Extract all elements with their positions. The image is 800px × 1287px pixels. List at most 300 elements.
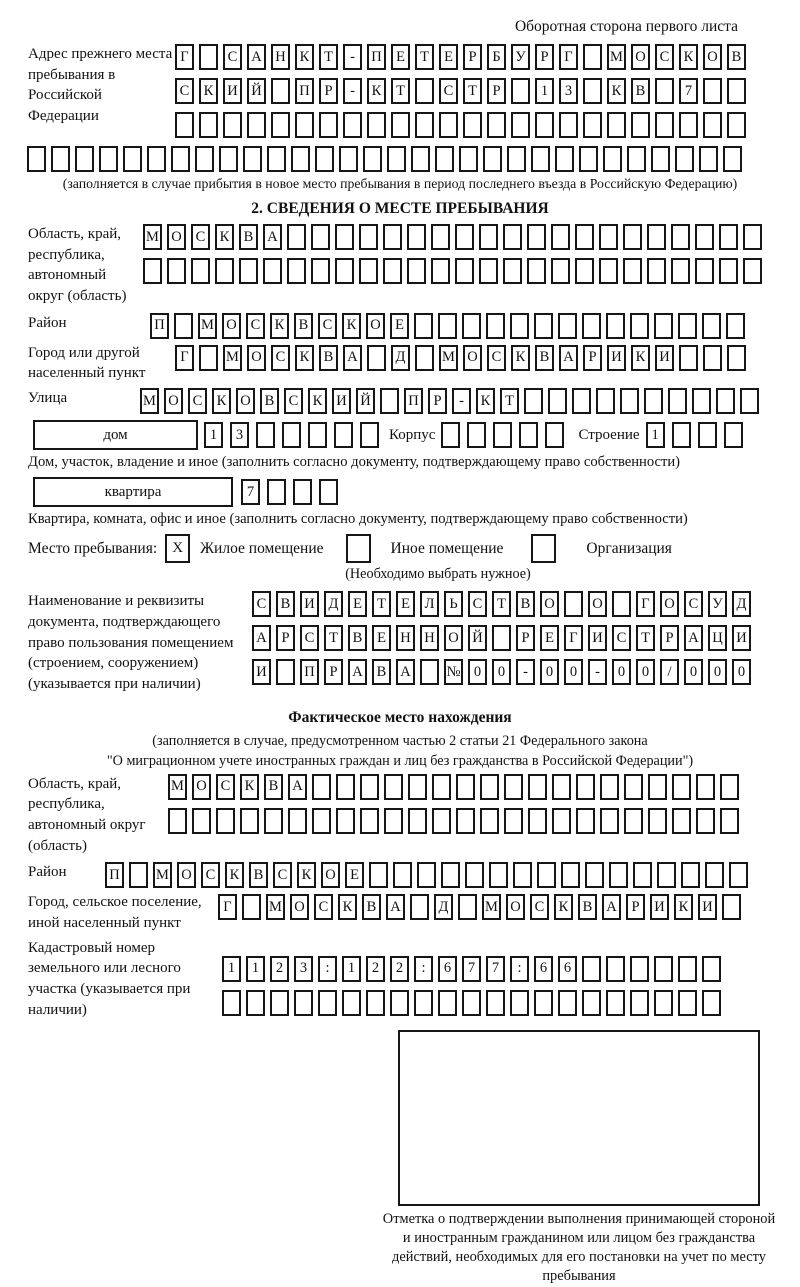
char-cell[interactable] bbox=[335, 224, 354, 250]
char-cell[interactable] bbox=[408, 774, 427, 800]
char-cell[interactable]: Г bbox=[636, 591, 655, 617]
char-cell[interactable]: 0 bbox=[540, 659, 559, 685]
char-cell[interactable] bbox=[727, 345, 746, 371]
char-cell[interactable]: М bbox=[140, 388, 159, 414]
char-cell[interactable]: К bbox=[270, 313, 289, 339]
char-cell[interactable]: И bbox=[332, 388, 351, 414]
char-cell[interactable] bbox=[486, 990, 505, 1016]
char-cell[interactable]: Е bbox=[390, 313, 409, 339]
char-cell[interactable]: В bbox=[578, 894, 597, 920]
char-cell[interactable] bbox=[339, 146, 358, 172]
char-cell[interactable] bbox=[623, 224, 642, 250]
char-cell[interactable] bbox=[458, 894, 477, 920]
char-cell[interactable]: Т bbox=[463, 78, 482, 104]
char-cell[interactable] bbox=[336, 808, 355, 834]
char-cell[interactable] bbox=[545, 422, 564, 448]
char-cell[interactable]: С bbox=[684, 591, 703, 617]
char-cell[interactable] bbox=[698, 422, 717, 448]
char-cell[interactable] bbox=[657, 862, 676, 888]
char-cell[interactable]: : bbox=[318, 956, 337, 982]
char-cell[interactable]: С bbox=[530, 894, 549, 920]
char-cell[interactable] bbox=[647, 258, 666, 284]
char-cell[interactable]: И bbox=[655, 345, 674, 371]
char-cell[interactable] bbox=[315, 146, 334, 172]
char-cell[interactable] bbox=[319, 112, 338, 138]
char-cell[interactable] bbox=[414, 990, 433, 1016]
char-cell[interactable]: Г bbox=[559, 44, 578, 70]
char-cell[interactable]: У bbox=[511, 44, 530, 70]
char-cell[interactable]: П bbox=[105, 862, 124, 888]
char-cell[interactable]: 2 bbox=[270, 956, 289, 982]
char-cell[interactable]: М bbox=[607, 44, 626, 70]
char-cell[interactable] bbox=[219, 146, 238, 172]
char-cell[interactable]: М bbox=[223, 345, 242, 371]
char-cell[interactable]: П bbox=[404, 388, 423, 414]
char-cell[interactable]: 1 bbox=[204, 422, 223, 448]
char-cell[interactable] bbox=[171, 146, 190, 172]
char-cell[interactable]: Ц bbox=[708, 625, 727, 651]
char-cell[interactable]: Е bbox=[345, 862, 364, 888]
char-cell[interactable] bbox=[462, 990, 481, 1016]
char-cell[interactable] bbox=[600, 808, 619, 834]
char-cell[interactable] bbox=[679, 345, 698, 371]
char-cell[interactable] bbox=[242, 894, 261, 920]
char-cell[interactable]: Т bbox=[372, 591, 391, 617]
char-cell[interactable]: Е bbox=[391, 44, 410, 70]
char-cell[interactable] bbox=[247, 112, 266, 138]
apartment-field-box[interactable]: квартира bbox=[33, 477, 233, 507]
char-cell[interactable] bbox=[583, 78, 602, 104]
char-cell[interactable] bbox=[99, 146, 118, 172]
char-cell[interactable]: О bbox=[444, 625, 463, 651]
char-cell[interactable] bbox=[654, 990, 673, 1016]
char-cell[interactable]: О bbox=[463, 345, 482, 371]
char-cell[interactable]: 3 bbox=[230, 422, 249, 448]
char-cell[interactable]: 6 bbox=[534, 956, 553, 982]
char-cell[interactable] bbox=[391, 112, 410, 138]
char-cell[interactable]: Й bbox=[247, 78, 266, 104]
char-cell[interactable] bbox=[582, 956, 601, 982]
char-cell[interactable] bbox=[439, 112, 458, 138]
char-cell[interactable] bbox=[672, 808, 691, 834]
char-cell[interactable]: Е bbox=[439, 44, 458, 70]
char-cell[interactable] bbox=[267, 146, 286, 172]
char-cell[interactable] bbox=[294, 990, 313, 1016]
char-cell[interactable]: О bbox=[540, 591, 559, 617]
char-cell[interactable] bbox=[719, 258, 738, 284]
char-cell[interactable] bbox=[223, 112, 242, 138]
char-cell[interactable]: С bbox=[175, 78, 194, 104]
char-cell[interactable]: А bbox=[247, 44, 266, 70]
char-cell[interactable]: Г bbox=[175, 345, 194, 371]
char-cell[interactable]: 7 bbox=[462, 956, 481, 982]
char-cell[interactable]: В bbox=[362, 894, 381, 920]
char-cell[interactable] bbox=[263, 258, 282, 284]
char-cell[interactable]: М bbox=[198, 313, 217, 339]
char-cell[interactable] bbox=[408, 808, 427, 834]
char-cell[interactable]: М bbox=[482, 894, 501, 920]
char-cell[interactable] bbox=[431, 258, 450, 284]
char-cell[interactable] bbox=[692, 388, 711, 414]
char-cell[interactable] bbox=[319, 479, 338, 505]
char-cell[interactable] bbox=[681, 862, 700, 888]
char-cell[interactable] bbox=[360, 808, 379, 834]
char-cell[interactable]: Н bbox=[420, 625, 439, 651]
char-cell[interactable] bbox=[271, 112, 290, 138]
char-cell[interactable]: К bbox=[674, 894, 693, 920]
char-cell[interactable] bbox=[599, 224, 618, 250]
char-cell[interactable] bbox=[239, 258, 258, 284]
char-cell[interactable] bbox=[648, 774, 667, 800]
char-cell[interactable]: Р bbox=[319, 78, 338, 104]
char-cell[interactable]: № bbox=[444, 659, 463, 685]
checkbox-zhiloe[interactable]: X bbox=[165, 534, 190, 563]
char-cell[interactable] bbox=[644, 388, 663, 414]
char-cell[interactable]: О bbox=[506, 894, 525, 920]
char-cell[interactable]: С bbox=[271, 345, 290, 371]
char-cell[interactable]: М bbox=[168, 774, 187, 800]
char-cell[interactable]: К bbox=[476, 388, 495, 414]
char-cell[interactable] bbox=[335, 258, 354, 284]
char-cell[interactable] bbox=[311, 224, 330, 250]
checkbox-organizaciya[interactable] bbox=[531, 534, 556, 563]
char-cell[interactable]: С bbox=[216, 774, 235, 800]
char-cell[interactable] bbox=[359, 224, 378, 250]
char-cell[interactable]: В bbox=[264, 774, 283, 800]
char-cell[interactable]: С bbox=[223, 44, 242, 70]
char-cell[interactable]: В bbox=[249, 862, 268, 888]
char-cell[interactable] bbox=[479, 224, 498, 250]
char-cell[interactable]: 0 bbox=[564, 659, 583, 685]
char-cell[interactable] bbox=[383, 258, 402, 284]
char-cell[interactable]: Т bbox=[324, 625, 343, 651]
char-cell[interactable]: С bbox=[300, 625, 319, 651]
char-cell[interactable]: В bbox=[372, 659, 391, 685]
char-cell[interactable]: Т bbox=[500, 388, 519, 414]
char-cell[interactable] bbox=[551, 258, 570, 284]
char-cell[interactable] bbox=[703, 78, 722, 104]
char-cell[interactable]: В bbox=[727, 44, 746, 70]
char-cell[interactable] bbox=[293, 479, 312, 505]
char-cell[interactable]: К bbox=[367, 78, 386, 104]
char-cell[interactable] bbox=[555, 146, 574, 172]
char-cell[interactable]: А bbox=[559, 345, 578, 371]
char-cell[interactable] bbox=[672, 422, 691, 448]
char-cell[interactable] bbox=[438, 313, 457, 339]
char-cell[interactable]: В bbox=[276, 591, 295, 617]
char-cell[interactable] bbox=[463, 112, 482, 138]
char-cell[interactable]: Н bbox=[271, 44, 290, 70]
char-cell[interactable] bbox=[630, 313, 649, 339]
char-cell[interactable] bbox=[528, 774, 547, 800]
char-cell[interactable]: К bbox=[297, 862, 316, 888]
char-cell[interactable] bbox=[479, 258, 498, 284]
char-cell[interactable] bbox=[311, 258, 330, 284]
char-cell[interactable]: В bbox=[260, 388, 279, 414]
char-cell[interactable]: М bbox=[153, 862, 172, 888]
char-cell[interactable] bbox=[507, 146, 526, 172]
char-cell[interactable]: 1 bbox=[342, 956, 361, 982]
char-cell[interactable]: В bbox=[319, 345, 338, 371]
char-cell[interactable] bbox=[527, 224, 546, 250]
char-cell[interactable]: М bbox=[266, 894, 285, 920]
char-cell[interactable]: Р bbox=[487, 78, 506, 104]
char-cell[interactable] bbox=[420, 659, 439, 685]
char-cell[interactable]: В bbox=[631, 78, 650, 104]
char-cell[interactable] bbox=[671, 224, 690, 250]
char-cell[interactable]: 0 bbox=[492, 659, 511, 685]
char-cell[interactable]: 2 bbox=[366, 956, 385, 982]
char-cell[interactable] bbox=[716, 388, 735, 414]
char-cell[interactable] bbox=[366, 990, 385, 1016]
char-cell[interactable] bbox=[264, 808, 283, 834]
char-cell[interactable]: Р bbox=[516, 625, 535, 651]
char-cell[interactable] bbox=[271, 78, 290, 104]
char-cell[interactable] bbox=[537, 862, 556, 888]
char-cell[interactable]: У bbox=[708, 591, 727, 617]
char-cell[interactable]: И bbox=[607, 345, 626, 371]
char-cell[interactable]: Й bbox=[468, 625, 487, 651]
char-cell[interactable]: - bbox=[588, 659, 607, 685]
char-cell[interactable] bbox=[627, 146, 646, 172]
char-cell[interactable] bbox=[417, 862, 436, 888]
char-cell[interactable] bbox=[75, 146, 94, 172]
char-cell[interactable] bbox=[696, 808, 715, 834]
char-cell[interactable] bbox=[363, 146, 382, 172]
char-cell[interactable] bbox=[702, 313, 721, 339]
char-cell[interactable] bbox=[727, 112, 746, 138]
char-cell[interactable] bbox=[390, 990, 409, 1016]
char-cell[interactable] bbox=[467, 422, 486, 448]
char-cell[interactable] bbox=[695, 258, 714, 284]
char-cell[interactable] bbox=[535, 112, 554, 138]
char-cell[interactable] bbox=[51, 146, 70, 172]
char-cell[interactable] bbox=[564, 591, 583, 617]
char-cell[interactable] bbox=[585, 862, 604, 888]
char-cell[interactable] bbox=[596, 388, 615, 414]
char-cell[interactable] bbox=[199, 345, 218, 371]
char-cell[interactable] bbox=[175, 112, 194, 138]
char-cell[interactable]: 7 bbox=[679, 78, 698, 104]
char-cell[interactable]: П bbox=[150, 313, 169, 339]
char-cell[interactable]: К bbox=[295, 44, 314, 70]
char-cell[interactable] bbox=[620, 388, 639, 414]
char-cell[interactable]: А bbox=[348, 659, 367, 685]
char-cell[interactable] bbox=[582, 990, 601, 1016]
char-cell[interactable]: 0 bbox=[612, 659, 631, 685]
char-cell[interactable] bbox=[456, 808, 475, 834]
char-cell[interactable]: Р bbox=[626, 894, 645, 920]
char-cell[interactable] bbox=[722, 894, 741, 920]
char-cell[interactable] bbox=[575, 224, 594, 250]
char-cell[interactable] bbox=[367, 345, 386, 371]
char-cell[interactable] bbox=[492, 625, 511, 651]
char-cell[interactable]: А bbox=[684, 625, 703, 651]
char-cell[interactable] bbox=[415, 112, 434, 138]
char-cell[interactable]: И bbox=[650, 894, 669, 920]
char-cell[interactable] bbox=[631, 112, 650, 138]
char-cell[interactable] bbox=[287, 224, 306, 250]
char-cell[interactable]: Р bbox=[535, 44, 554, 70]
char-cell[interactable] bbox=[606, 990, 625, 1016]
char-cell[interactable] bbox=[606, 956, 625, 982]
char-cell[interactable]: 3 bbox=[559, 78, 578, 104]
char-cell[interactable] bbox=[648, 808, 667, 834]
char-cell[interactable]: Г bbox=[564, 625, 583, 651]
char-cell[interactable] bbox=[480, 808, 499, 834]
char-cell[interactable]: Д bbox=[324, 591, 343, 617]
char-cell[interactable]: Й bbox=[356, 388, 375, 414]
char-cell[interactable]: С bbox=[252, 591, 271, 617]
char-cell[interactable]: О bbox=[164, 388, 183, 414]
char-cell[interactable] bbox=[558, 313, 577, 339]
char-cell[interactable]: С bbox=[273, 862, 292, 888]
char-cell[interactable] bbox=[432, 808, 451, 834]
char-cell[interactable] bbox=[288, 808, 307, 834]
char-cell[interactable]: Е bbox=[396, 591, 415, 617]
char-cell[interactable] bbox=[123, 146, 142, 172]
char-cell[interactable]: П bbox=[300, 659, 319, 685]
char-cell[interactable]: 7 bbox=[241, 479, 260, 505]
char-cell[interactable] bbox=[561, 862, 580, 888]
char-cell[interactable]: К bbox=[554, 894, 573, 920]
char-cell[interactable]: Л bbox=[420, 591, 439, 617]
char-cell[interactable] bbox=[679, 112, 698, 138]
char-cell[interactable]: Т bbox=[391, 78, 410, 104]
char-cell[interactable] bbox=[606, 313, 625, 339]
char-cell[interactable] bbox=[291, 146, 310, 172]
char-cell[interactable]: И bbox=[223, 78, 242, 104]
char-cell[interactable]: Р bbox=[324, 659, 343, 685]
char-cell[interactable]: : bbox=[414, 956, 433, 982]
char-cell[interactable]: В bbox=[348, 625, 367, 651]
char-cell[interactable] bbox=[308, 422, 327, 448]
char-cell[interactable]: О bbox=[703, 44, 722, 70]
char-cell[interactable] bbox=[558, 990, 577, 1016]
char-cell[interactable] bbox=[740, 388, 759, 414]
char-cell[interactable] bbox=[720, 774, 739, 800]
char-cell[interactable] bbox=[456, 774, 475, 800]
char-cell[interactable] bbox=[534, 313, 553, 339]
char-cell[interactable]: А bbox=[343, 345, 362, 371]
char-cell[interactable]: Р bbox=[428, 388, 447, 414]
char-cell[interactable]: П bbox=[367, 44, 386, 70]
char-cell[interactable] bbox=[503, 224, 522, 250]
char-cell[interactable] bbox=[743, 224, 762, 250]
char-cell[interactable] bbox=[552, 774, 571, 800]
char-cell[interactable]: И bbox=[252, 659, 271, 685]
char-cell[interactable] bbox=[343, 112, 362, 138]
char-cell[interactable] bbox=[411, 146, 430, 172]
char-cell[interactable]: К bbox=[511, 345, 530, 371]
char-cell[interactable]: О bbox=[660, 591, 679, 617]
char-cell[interactable] bbox=[624, 808, 643, 834]
char-cell[interactable]: Т bbox=[492, 591, 511, 617]
char-cell[interactable]: Е bbox=[540, 625, 559, 651]
char-cell[interactable] bbox=[630, 990, 649, 1016]
char-cell[interactable]: 6 bbox=[438, 956, 457, 982]
char-cell[interactable] bbox=[528, 808, 547, 834]
char-cell[interactable] bbox=[384, 774, 403, 800]
char-cell[interactable]: Е bbox=[348, 591, 367, 617]
char-cell[interactable]: С bbox=[439, 78, 458, 104]
char-cell[interactable]: С bbox=[201, 862, 220, 888]
char-cell[interactable]: Т bbox=[636, 625, 655, 651]
char-cell[interactable] bbox=[287, 258, 306, 284]
char-cell[interactable] bbox=[360, 774, 379, 800]
char-cell[interactable] bbox=[167, 258, 186, 284]
char-cell[interactable]: А bbox=[252, 625, 271, 651]
char-cell[interactable] bbox=[504, 808, 523, 834]
char-cell[interactable]: М bbox=[143, 224, 162, 250]
char-cell[interactable] bbox=[441, 422, 460, 448]
char-cell[interactable] bbox=[623, 258, 642, 284]
char-cell[interactable]: 0 bbox=[684, 659, 703, 685]
char-cell[interactable]: 2 bbox=[390, 956, 409, 982]
char-cell[interactable]: Д bbox=[391, 345, 410, 371]
char-cell[interactable]: С bbox=[655, 44, 674, 70]
char-cell[interactable] bbox=[654, 313, 673, 339]
char-cell[interactable]: В bbox=[294, 313, 313, 339]
char-cell[interactable]: 1 bbox=[222, 956, 241, 982]
char-cell[interactable]: Д bbox=[732, 591, 751, 617]
char-cell[interactable] bbox=[360, 422, 379, 448]
char-cell[interactable]: К bbox=[199, 78, 218, 104]
char-cell[interactable] bbox=[462, 313, 481, 339]
char-cell[interactable] bbox=[387, 146, 406, 172]
char-cell[interactable] bbox=[480, 774, 499, 800]
char-cell[interactable] bbox=[609, 862, 628, 888]
char-cell[interactable] bbox=[168, 808, 187, 834]
char-cell[interactable]: Г bbox=[218, 894, 237, 920]
char-cell[interactable]: 0 bbox=[468, 659, 487, 685]
char-cell[interactable]: В bbox=[516, 591, 535, 617]
char-cell[interactable]: О bbox=[192, 774, 211, 800]
char-cell[interactable] bbox=[199, 44, 218, 70]
char-cell[interactable] bbox=[655, 112, 674, 138]
char-cell[interactable] bbox=[240, 808, 259, 834]
char-cell[interactable]: О bbox=[222, 313, 241, 339]
char-cell[interactable] bbox=[695, 224, 714, 250]
char-cell[interactable] bbox=[552, 808, 571, 834]
char-cell[interactable]: К bbox=[225, 862, 244, 888]
char-cell[interactable]: Г bbox=[175, 44, 194, 70]
char-cell[interactable] bbox=[384, 808, 403, 834]
char-cell[interactable] bbox=[655, 78, 674, 104]
char-cell[interactable]: Р bbox=[583, 345, 602, 371]
char-cell[interactable] bbox=[612, 591, 631, 617]
char-cell[interactable] bbox=[633, 862, 652, 888]
char-cell[interactable]: И bbox=[300, 591, 319, 617]
char-cell[interactable]: Н bbox=[396, 625, 415, 651]
char-cell[interactable] bbox=[256, 422, 275, 448]
char-cell[interactable] bbox=[415, 345, 434, 371]
char-cell[interactable] bbox=[651, 146, 670, 172]
char-cell[interactable] bbox=[654, 956, 673, 982]
char-cell[interactable] bbox=[524, 388, 543, 414]
char-cell[interactable] bbox=[393, 862, 412, 888]
char-cell[interactable] bbox=[511, 78, 530, 104]
char-cell[interactable] bbox=[459, 146, 478, 172]
char-cell[interactable]: 0 bbox=[732, 659, 751, 685]
char-cell[interactable] bbox=[705, 862, 724, 888]
char-cell[interactable] bbox=[513, 862, 532, 888]
char-cell[interactable]: О bbox=[321, 862, 340, 888]
char-cell[interactable] bbox=[367, 112, 386, 138]
char-cell[interactable]: И bbox=[698, 894, 717, 920]
char-cell[interactable] bbox=[727, 78, 746, 104]
char-cell[interactable] bbox=[576, 774, 595, 800]
